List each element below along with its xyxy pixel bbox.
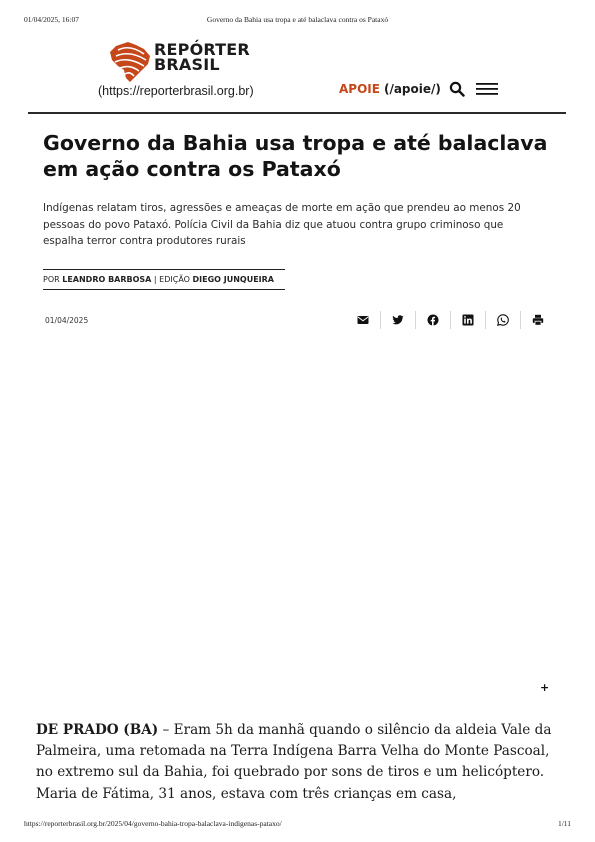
featured-image-placeholder: [28, 340, 566, 685]
byline-separator: | EDIÇÃO: [153, 275, 190, 284]
apoie-link[interactable]: APOIE: [339, 82, 380, 96]
article-date: 01/04/2025: [45, 316, 89, 325]
facebook-icon: [427, 314, 439, 326]
share-whatsapp-button[interactable]: [486, 311, 521, 329]
byline-author[interactable]: LEANDRO BARBOSA: [62, 275, 152, 284]
article-body: [36, 720, 561, 805]
share-facebook-button[interactable]: [416, 311, 451, 329]
print-page-title: Governo da Bahia usa tropa e até balaclava contra os Pataxó: [206, 15, 389, 24]
byline-por: POR: [43, 275, 60, 284]
body-dateline: DE PRADO (BA): [36, 722, 159, 738]
logo-line-2: BRASIL: [154, 55, 220, 74]
article-lede: Indígenas relatam tiros, agressões e ameaças de morte em ação que prendeu ao menos 20 pessoas do povo Pataxó. Polícia Civil da Bahia diz que atuou contra grupo criminoso que espalha terror contra produtores rurais: [43, 202, 521, 247]
site-logo[interactable]: [106, 40, 266, 84]
hamburger-menu-icon[interactable]: [476, 82, 498, 96]
expand-plus-icon[interactable]: +: [540, 681, 550, 694]
whatsapp-icon: [497, 314, 509, 326]
share-print-button[interactable]: [521, 311, 555, 329]
header-divider: [28, 112, 566, 114]
print-page-number: 1/11: [557, 819, 571, 828]
print-icon: [532, 314, 544, 326]
print-url: https://reporterbrasil.org.br/2025/04/governo-bahia-tropa-balaclava-indigenas-pataxo/: [24, 819, 282, 828]
logo-line-1: REPÓRTER: [154, 40, 250, 59]
share-email-button[interactable]: [346, 311, 381, 329]
share-twitter-button[interactable]: [381, 311, 416, 329]
apoie-link-href[interactable]: (/apoie/): [383, 82, 441, 96]
print-footer: [24, 819, 571, 831]
print-header: [24, 15, 571, 27]
byline-editor[interactable]: DIEGO JUNQUEIRA: [192, 275, 274, 284]
article-title: Governo da Bahia usa tropa e até balaclava em ação contra os Pataxó: [43, 131, 548, 181]
print-datetime: 01/04/2025, 16:07: [24, 15, 80, 24]
share-bar: [346, 311, 555, 329]
search-icon[interactable]: [449, 81, 465, 97]
email-icon: [357, 314, 369, 326]
logo-wordmark: [154, 42, 250, 72]
linkedin-icon: [462, 314, 474, 326]
brazil-map-logo-icon: [106, 40, 152, 84]
body-text: – Eram 5h da manhã quando o silêncio da aldeia Vale da Palmeira, uma retomada na Terra Indígena Barra Velha do Monte Pascoal, no extremo sul da Bahia, foi quebrado por sons de tiros e um helicóptero. Maria de Fátima, 31 anos, estava com três crianças em casa,: [36, 722, 552, 802]
twitter-icon: [392, 314, 404, 326]
share-linkedin-button[interactable]: [451, 311, 486, 329]
byline: [43, 269, 285, 290]
header-nav: [339, 79, 441, 99]
logo-url[interactable]: (https://reporterbrasil.org.br): [98, 84, 254, 98]
